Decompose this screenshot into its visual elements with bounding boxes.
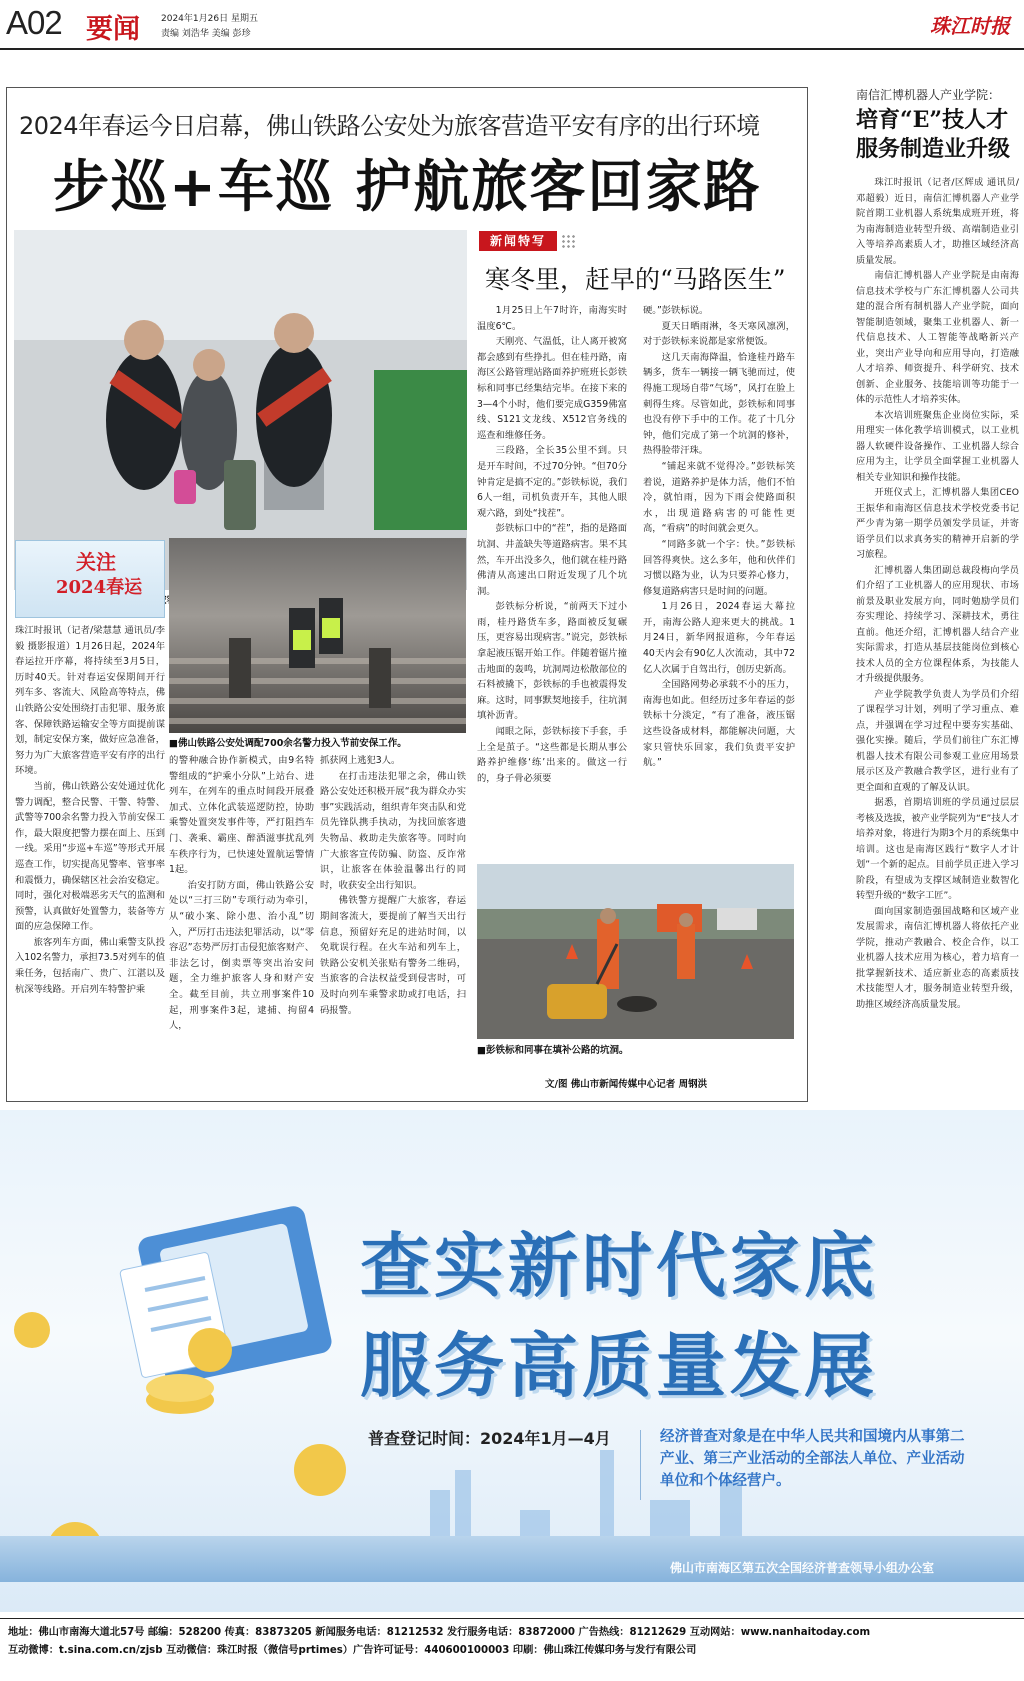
ad-slogan-line2: 服务高质量发展 [360, 1325, 878, 1407]
side-para-4: 开班仪式上，汇博机器人集团CEO王振华和南海区信息技术学校党委书记严少青为第一期学员颁发学员证，并寄语学员们以求真务实的精神开启新的学习旅程。 [856, 487, 1019, 560]
feature-tag-label: 新闻特写 [479, 231, 557, 251]
side-para-3: 本次培训班聚焦企业岗位实际，采用理实一体化教学培训模式，以工业机器人软硬件设备操作、工业机器人综合应用为主，让学员全面掌握工业机器人相关专业知识和操作技能。 [856, 409, 1019, 483]
side-para-1: 珠江时报讯（记者/区辉成 通讯员/邓超毅）近日，南信汇博机器人产业学院首期工业机器人系统集成班开班，将为南海制造业转型升级、高端制造业引入等培养高素质人才，助推区域经济高质量发展。 [856, 177, 1019, 266]
ad-description: 经济普查对象是在中华人民共和国境内从事第二产业、第三产业活动的全部法人单位、产业活动单位和个体经营户。 [660, 1429, 965, 1489]
col5-para-1: 硬。”彭铁标说。 [643, 305, 709, 316]
section-name: 要闻 [86, 14, 140, 45]
footer-line-1: 地址：佛山市南海大道北57号 邮编：528200 传真：83873205 新闻服务电话：81212532 发行服务电话：83872000 广告热线：81212629 互动网站：www.nanhaitoday.com [8, 1627, 871, 1638]
col5-para-4: “铺起来就不觉得冷。”彭铁标笑着说，道路养护是体力活，他们不怕冷，就怕雨，因为下雨会使路面积水，出现道路病害的可能性更高，“看病”的时间就会更久。 [643, 460, 795, 535]
col5-para-2: 夏天日晒雨淋，冬天寒风凛冽，对于彭铁标来说都是家常便饭。 [643, 320, 795, 348]
ad-slogan-line1: 查实新时代家底 [360, 1225, 878, 1307]
editors: 责编 刘浩华 美编 彭珍 [161, 29, 251, 39]
ad-divider [640, 1430, 641, 1500]
road-repair-illustration [477, 864, 794, 1039]
ad-signature: 佛山市南海区第五次全国经济普查领导小组办公室 [669, 1561, 934, 1575]
article-column-5 [643, 303, 795, 858]
side-title-line2: 服务制造业升级 [856, 136, 1011, 162]
masthead [0, 0, 1024, 50]
page-footer [0, 1618, 1024, 1681]
col1-para-3: 旅客列车方面，佛山乘警支队投入102名警力，承担73.5对列车的值乘任务，包括南广、贵广、江湛以及杭深等线路。开启列车特警护乘 [15, 936, 165, 995]
col3-para-1: 抓获网上逃犯3人。 [320, 755, 401, 766]
side-article-body [856, 175, 1019, 1108]
photo3-caption: ■彭铁标和同事在填补公路的坑洞。 [477, 1045, 629, 1056]
article-headline: 步巡+车巡 护航旅客回家路 [53, 155, 762, 220]
sub-article-headline: 寒冬里，赶早的“马路医生” [485, 265, 786, 294]
stairs-photo [169, 538, 466, 733]
col4-para-1: 1月25日上午7时许，南海实时温度6℃。 [477, 305, 627, 332]
article-column-1 [15, 623, 165, 1098]
col2-para-1: 的警种融合协作新模式，由9名特警组成的“护乘小分队”上站台、进列车，在列车的重点时间段开展叠加式、立体化武装巡逻防控，协助乘警处置突发事件等，严打阻挡车门、袭乘、霸座、醉酒滋事扰乱列车秩序行为，已快速处置航运警情1起。 [169, 755, 314, 876]
col4-para-3: 三段路，全长35公里不到。只是开车时间，不过70分钟。“但70分钟肯定是搞不定的。”彭铁标说，我们6人一组，司机负责开车，其他人眼观六路，到处“找茬”。 [477, 445, 627, 519]
feature-tag [479, 231, 581, 251]
col5-para-6: 1月26日，2024春运大幕拉开，南海公路人迎来更大的挑战。1月24日，新华网报道称，今年春运40天内会有90亿人次流动，其中72亿人次属于自驾出行，创历史新高。 [643, 601, 795, 675]
stairs-photo-illustration [169, 538, 466, 733]
article-column-2 [169, 753, 314, 1098]
col3-para-3: 佛铁警方提醒广大旅客，春运期间客流大，要提前了解当天出行信息，预留好充足的进站时间，以免耽误行程。在火车站和列车上，铁路公安机关张贴有警务二维码，当旅客的合法权益受到侵害时，可及时向列车乘警求助或打电话，扫码报警。 [320, 895, 466, 1016]
col2-para-2: 治安打防方面，佛山铁路公安处以“三打三防”专项行动为牵引，从“破小案、除小患、治小乱”切入，严厉打击违法犯罪活动，以“零容忍”态势严厉打击侵犯旅客财产、非法乞讨，倒卖票等突出治安问题，全力维护旅客人身和财产安全。截至目前，共立刑事案件10起，刑事案件3起，逮捕、拘留4人， [169, 879, 314, 1032]
ad-registration-time: 普查登记时间：2024年1月—4月 [368, 1429, 611, 1448]
col5-para-7: 全国路网势必承载不小的压力，南海也如此。但经历过多年春运的彭铁标十分淡定，“有了准备，液压锯这些设备成材料，都能解决问题，大家只管快乐回家，我们负责平安护航。” [643, 679, 795, 769]
feature-article [6, 87, 808, 1102]
focus-badge-line2: 2024春运 [56, 577, 143, 598]
footer-line-2: 互动微博：t.sina.com.cn/zjsb 互动微信：珠江时报（微信号prtimes）广告许可证号：440600100003 印刷：佛山珠江传媒印务与发行有限公司 [8, 1645, 697, 1656]
side-article-title [856, 106, 1010, 164]
focus-badge-line1: 关注 [76, 550, 116, 574]
photo2-caption: ■佛山铁路公安处调配700余名警力投入节前安保工作。 [169, 738, 407, 749]
station-photo-illustration [14, 230, 467, 590]
road-repair-photo [477, 864, 794, 1039]
col4-para-4: 彭铁标口中的“茬”，指的是路面坑洞、井盖缺失等道路病害。果不其然，车开出没多久，他们就在桂丹路佛清从高速出口附近发现了几个坑洞。 [477, 523, 627, 597]
paper-logo: 珠江时报 [930, 14, 1010, 38]
side-para-7: 据悉，首期培训班的学员通过层层考核及选拔，被产业学院列为“E”技人才培养对象，将进行为期3个月的系统集中培训。这也是南海区践行“数字人才计划”一个新的起点。目前学员正进入学习阶段，有望成为支撑区域制造业数智化转型升级的“数字工匠”。 [856, 797, 1019, 901]
side-para-5: 汇博机器人集团副总裁段梅向学员们介绍了工业机器人的应用现状、市场前景及职业发展方向，同时勉励学员们夯实理论、持续学习、深耕技术，勇往直前。他还介绍，汇博机器人结合产业实际需求，打造从基层技能岗位到核心技术人员的全方位课程体系，为技能人才升级提供服务。 [856, 564, 1019, 684]
col5-para-5: “同路多就一个字：快。”彭铁标回答得爽快。这么多年，他和伙伴们习惯以路为业，认为只要养心修力，修复道路病害只是时间的问题。 [643, 538, 795, 597]
focus-badge [15, 540, 165, 618]
page-number: A02 [6, 4, 62, 41]
side-para-6: 产业学院教学负责人为学员们介绍了课程学习计划，列明了学习重点、难点，并强调在学习过程中要夯实基础、强化实操。随后，学员们前往广东汇博机器人技术有限公司参观工业应用场景展示区及产教融合教学区，进行业有了更全面和直观的了解及认识。 [856, 688, 1019, 793]
article-kicker: 2024年春运今日启幕，佛山铁路公安处为旅客营造平安有序的出行环境 [19, 112, 760, 140]
issue-meta [161, 12, 258, 42]
article-byline: 文/图 佛山市新闻传媒中心记者 周钢洪 [545, 1079, 708, 1090]
side-article-kicker: 南信汇博机器人产业学院： [856, 88, 1001, 102]
col1-para-1: 珠江时报讯（记者/梁慧慧 通讯员/李毅 摄影报道）1月26日起，2024年春运拉开序幕，将持续至3月5日，历时40天。针对春运安保期间开行列车多、客流大、风险高等特点，佛山铁路公安处围绕打击犯罪、服务旅客、保障铁路运输安全等方面提前谋划，制定安保方案，做好应急准备，努力为广大旅客营造平安有序的出行环境。 [15, 625, 165, 777]
station-photo [14, 230, 467, 590]
census-advertisement [0, 1110, 1024, 1612]
article-column-4 [477, 303, 627, 858]
col5-para-3: 这几天南海降温，恰逢桂丹路车辆多，货车一辆接一辆飞驰而过，使得施工现场自带“气场”，风打在脸上刺得生疼。尽管如此，彭铁标和同事也没有停下手中的工作。花了十几分钟，他们完成了第一个坑洞的修补，热得脸带汗珠。 [643, 351, 795, 457]
col3-para-2: 在打击违法犯罪之余，佛山铁路公安处还积极开展“我为群众办实事”实践活动，组织青年突击队和党员先锋队携手执动，为找回旅客遗失物品、救助走失旅客等。同时向广大旅客宣传防骗、防盗、反诈常识，让旅客在体验温馨出行的同时，收获安全出行知识。 [320, 770, 466, 891]
side-para-8: 面向国家制造强国战略和区域产业发展需求，南信汇博机器人将依托产业学院，推动产教融合、校企合作，以工业机器人技术应用为核心，着力培育一批掌握新技术、适应新业态的高素质技术技能型人才，服务制造业转型升级，助推区域经济高质量发展。 [856, 905, 1019, 1010]
col4-para-5: 彭铁标分析说，“前两天下过小雨，桂丹路货车多，路面被反复碾压，更容易出现病害。”说完，彭铁标拿起液压锯开始工作。伴随着锯片撞击地面的轰鸣，坑洞周边松散部位的石料被撬下，彭铁标的手也被震得发麻。这时，同事默契地接手，往坑洞填补沥青。 [477, 601, 627, 722]
col4-para-2: 天刚亮、气温低，让人离开被窝都会感到有些挣扎。但在桂丹路，南海区公路管理站路面养护班班长彭铁标和同事已经集结完毕。在接下来的3—4个小时，他们要完成G359佛富线、S121文龙线、X512官务线的巡查和维修任务。 [477, 336, 627, 441]
issue-date: 2024年1月26日 星期五 [161, 14, 258, 24]
article-column-3 [320, 753, 466, 1098]
dot-pattern-icon [561, 234, 577, 248]
side-title-line1: 培育“E”技人才 [856, 107, 1009, 133]
col4-para-6: 闻眼之际，彭铁标接下手套，手上全是茧子。“这些都是长期从事公路养护维修‘练’出来的。做这一行的，身子骨必须要 [477, 726, 627, 784]
side-para-2: 南信汇博机器人产业学院是由南海信息技术学校与广东汇博机器人公司共建的混合所有制机器人产业学院，面向智能制造领域，聚集工业机器人、新一代信息技术、人工智能等战略新兴产业，突出产业导向和应用导向，打造融人才培养、师资提升、科学研究、技术创新、企业服务、技能培训等功能于一体的示范性人才培养实体。 [856, 270, 1019, 405]
col1-para-2: 当前，佛山铁路公安处通过优化警力调配，整合民警、干警、特警、武警等700余名警力投入节前安保工作，最大限度把警力摆在面上、压到一线。采用“步巡+车巡”等形式开展巡查工作，切实提高见警率、管事率和震慑力，确保辖区社会治安稳定。同时，强化对极端恶劣天气的监测和预警，认真做好处置警力，装备等方面的应急保障工作。 [15, 780, 165, 933]
